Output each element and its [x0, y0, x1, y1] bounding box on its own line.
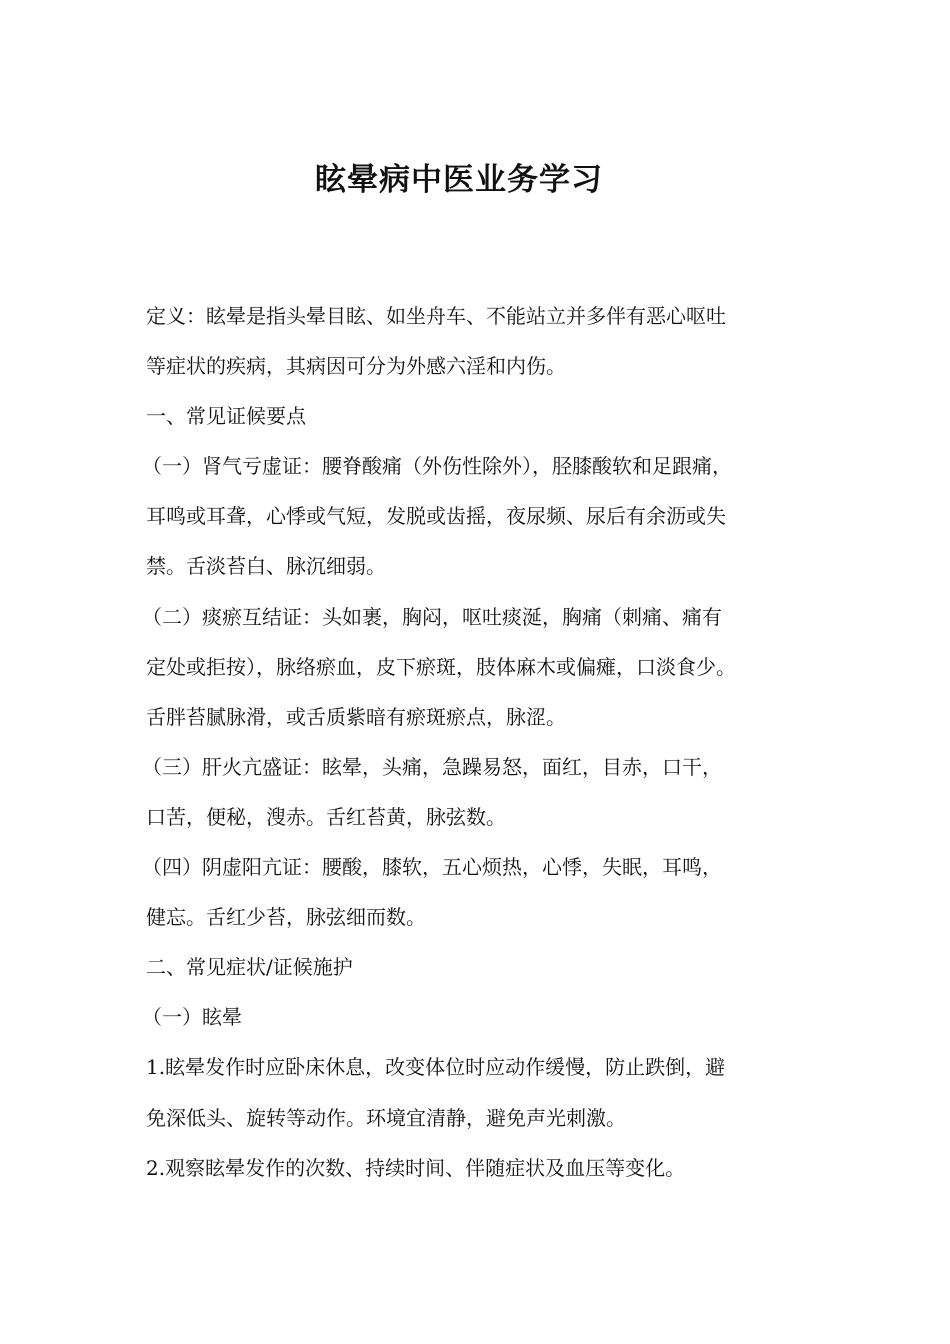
- paragraph-line: 定处或拒按），脉络瘀血，皮下瘀斑，肢体麻木或偏瘫，口淡食少。: [146, 654, 736, 679]
- paragraph-line: （三）肝火亢盛证：眩晕，头痛，急躁易怒，面红，目赤，口干，: [142, 754, 722, 779]
- paragraph-line: 1.眩晕发作时应卧床休息，改变体位时应动作缓慢，防止跌倒，避: [146, 1055, 726, 1080]
- paragraph-line: 定义：眩晕是指头晕目眩、如坐舟车、不能站立并多伴有恶心呕吐: [146, 304, 726, 328]
- paragraph-line: （二）痰瘀互结证：头如裹，胸闷，呕吐痰涎，胸痛（刺痛、痛有: [142, 604, 722, 629]
- section-heading: 一、常见证候要点: [146, 404, 306, 429]
- paragraph-line: （一）肾气亏虚证：腰脊酸痛（外伤性除外），胫膝酸软和足跟痛，: [142, 454, 732, 479]
- paragraph-line: 健忘。舌红少苔，脉弦细而数。: [146, 905, 426, 930]
- subsection-heading: （一）眩晕: [142, 1005, 242, 1030]
- paragraph-line: 口苦，便秘，溲赤。舌红苔黄，脉弦数。: [146, 804, 506, 829]
- paragraph-line: 耳鸣或耳聋，心悸或气短，发脱或齿摇，夜尿频、尿后有余沥或失: [146, 504, 726, 529]
- section-heading: 二、常见症状/证候施护: [146, 955, 353, 980]
- document-body: [142, 291, 826, 1193]
- paragraph-line: 免深低头、旋转等动作。环境宜清静，避免声光刺激。: [146, 1105, 626, 1130]
- paragraph-line: 舌胖苔腻脉滑，或舌质紫暗有瘀斑瘀点，脉涩。: [146, 704, 566, 729]
- document-title: 眩晕病中医业务学习: [315, 162, 603, 198]
- paragraph-line: （四）阴虚阳亢证：腰酸，膝软，五心烦热，心悸，失眠，耳鸣，: [142, 855, 722, 880]
- paragraph-line: 等症状的疾病，其病因可分为外感六淫和内伤。: [146, 354, 566, 379]
- paragraph-line: 2.观察眩晕发作的次数、持续时间、伴随症状及血压等变化。: [146, 1155, 686, 1180]
- paragraph-line: 禁。舌淡苔白、脉沉细弱。: [146, 554, 386, 579]
